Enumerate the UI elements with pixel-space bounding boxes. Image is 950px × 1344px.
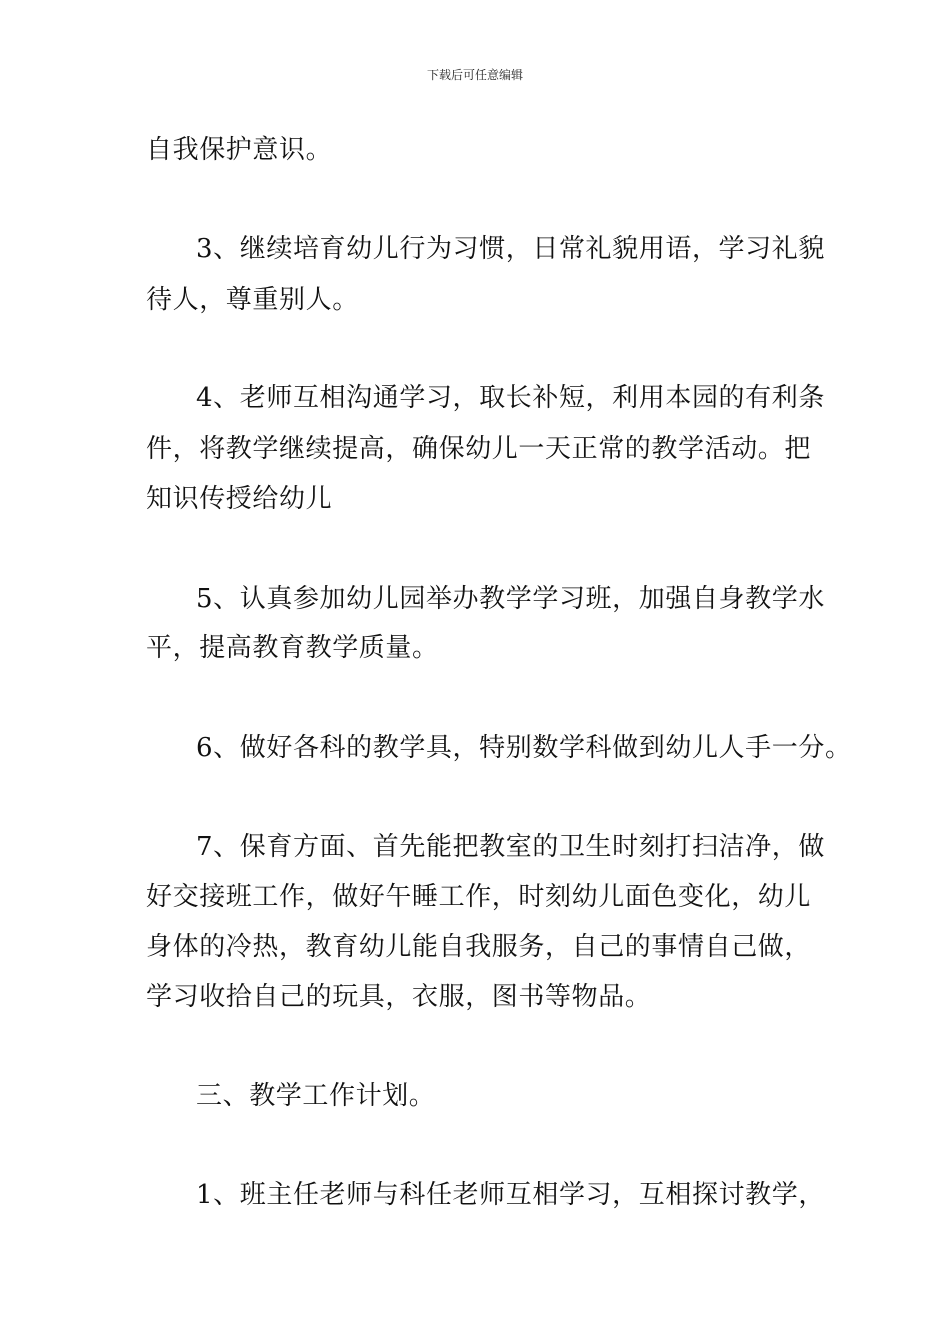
- text-line: 自我保护意识。: [146, 135, 333, 165]
- paragraph-line: 7、保育方面、首先能把教室的卫生时刻打扫洁净，做: [196, 832, 825, 862]
- page-header: 下载后可任意编辑: [426, 68, 523, 82]
- text-line: 学习收拾自己的玩具，衣服，图书等物品。: [146, 982, 652, 1012]
- paragraph-line: 6、做好各科的教学具，特别数学科做到幼儿人手一分。: [196, 733, 852, 763]
- paragraph-line: 5、认真参加幼儿园举办教学学习班，加强自身教学水: [196, 584, 825, 614]
- paragraph-line: 3、继续培育幼儿行为习惯，日常礼貌用语，学习礼貌: [196, 234, 825, 264]
- paragraph-line: 1、班主任老师与科任老师互相学习，互相探讨教学，: [196, 1180, 825, 1210]
- text-line: 知识传授给幼儿: [146, 484, 333, 514]
- section-heading: 三、教学工作计划。: [196, 1081, 436, 1111]
- text-line: 待人，尊重别人。: [146, 285, 359, 315]
- paragraph-line: 4、老师互相沟通学习，取长补短，利用本园的有利条: [196, 383, 825, 413]
- text-line: 好交接班工作，做好午睡工作，时刻幼儿面色变化，幼儿: [146, 882, 812, 912]
- text-line: 身体的冷热，教育幼儿能自我服务，自己的事情自己做，: [146, 932, 812, 962]
- text-line: 平，提高教育教学质量。: [146, 633, 439, 663]
- text-line: 件，将教学继续提高，确保幼儿一天正常的教学活动。把: [146, 434, 812, 464]
